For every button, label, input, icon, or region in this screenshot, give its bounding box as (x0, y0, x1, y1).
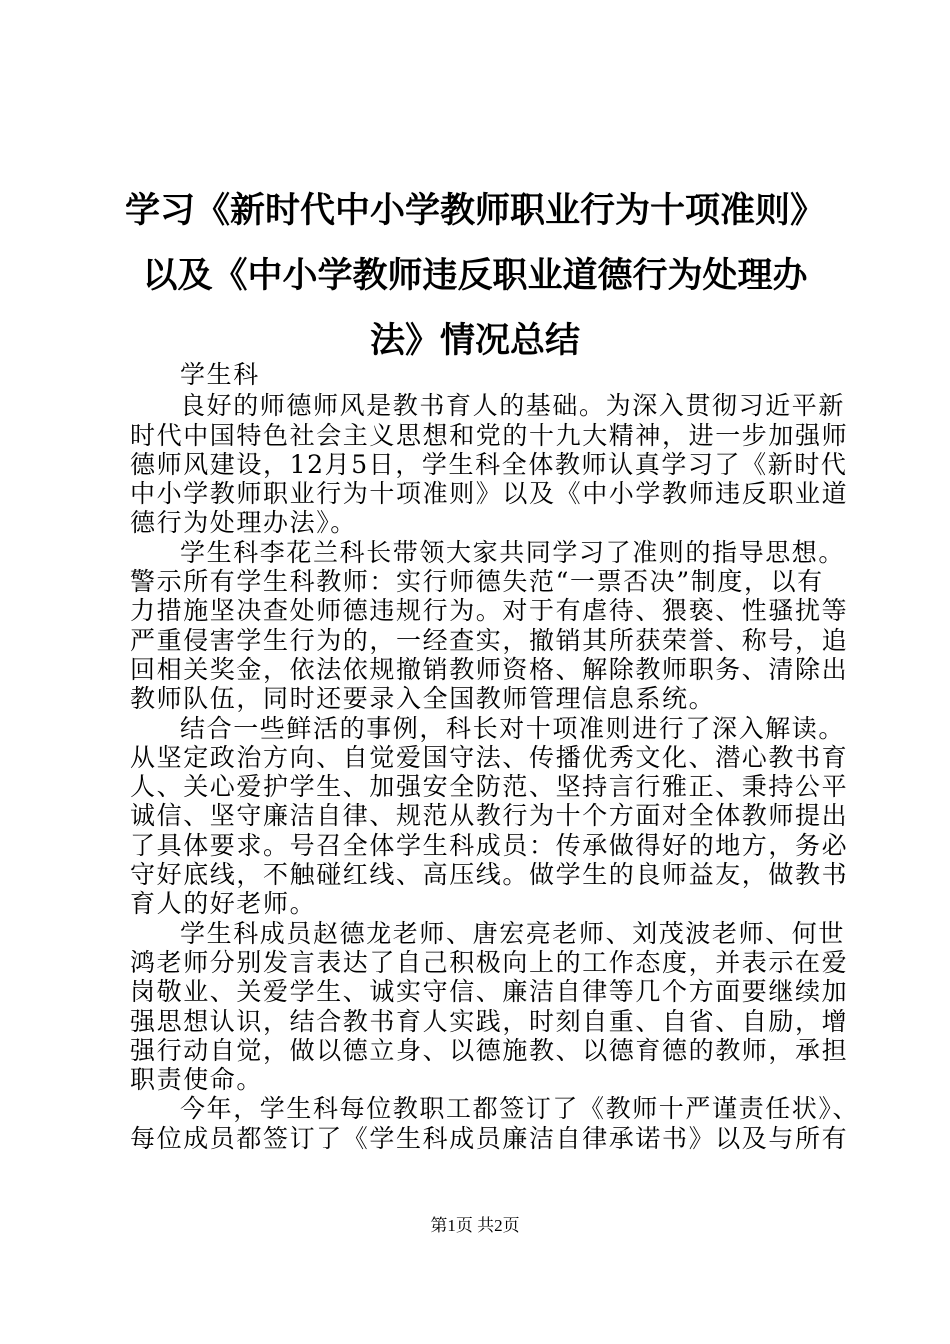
paragraph-4 (130, 918, 849, 1095)
paragraph-line: 严重侵害学生行为的，一经查实，撤销其所获荣誉、称号，追 (130, 625, 849, 655)
paragraph-line: 鸿老师分别发言表达了自己积极向上的工作态度，并表示在爱 (130, 947, 849, 977)
paragraph-line: 德行为处理办法》。 (130, 508, 357, 538)
paragraph-line: 强思想认识，结合教书育人实践，时刻自重、自省、自励，增 (130, 1006, 849, 1036)
paragraph-line: 守好底线，不触碰红线、高压线。做学生的良师益友，做教书 (130, 860, 849, 890)
paragraph-line: 回相关奖金，依法依规撤销教师资格、解除教师职务、清除出 (130, 654, 849, 684)
paragraph-2 (130, 537, 849, 714)
paragraph-5 (130, 1094, 860, 1153)
paragraph-line: 良好的师德师风是教书育人的基础。为深入贯彻习近平新 (180, 391, 846, 421)
paragraph-line: 教师队伍，同时还要录入全国教师管理信息系统。 (130, 684, 716, 714)
paragraph-line: 每位成员都签订了《学生科成员廉洁自律承诺书》以及与所有 (130, 1123, 849, 1153)
paragraph-line: 时代中国特色社会主义思想和党的十九大精神，进一步加强师 (130, 420, 849, 450)
author-department: 学生科 (180, 360, 260, 389)
title-line: 学习《新时代中小学教师职业行为十项准则》 (124, 190, 825, 231)
title-line: 以及《中小学教师违反职业道德行为处理办 (142, 255, 808, 296)
document-title (110, 178, 840, 373)
paragraph-line: 今年，学生科每位教职工都签订了《教师十严谨责任状》、 (180, 1094, 860, 1124)
paragraph-line: 警示所有学生科教师：实行师德失范“一票否决”制度，以有 (130, 567, 824, 597)
paragraph-line: 诚信、坚守廉洁自律、规范从教行为十个方面对全体教师提出 (130, 801, 849, 831)
paragraph-3 (130, 713, 849, 919)
paragraph-line: 德师风建设，12月5日，学生科全体教师认真学习了《新时代 (130, 449, 848, 479)
paragraph-line: 力措施坚决查处师德违规行为。对于有虐待、猥亵、性骚扰等 (130, 596, 849, 626)
paragraph-1 (130, 391, 849, 538)
paragraph-line: 中小学教师职业行为十项准则》以及《中小学教师违反职业道 (130, 479, 849, 509)
paragraph-line: 学生科成员赵德龙老师、唐宏亮老师、刘茂波老师、何世 (180, 918, 846, 948)
paragraph-line: 强行动自觉，做以德立身、以德施教、以德育德的教师，承担 (130, 1035, 849, 1065)
paragraph-line: 了具体要求。号召全体学生科成员：传承做得好的地方，务必 (130, 830, 849, 860)
paragraph-line: 人、关心爱护学生、加强安全防范、坚持言行雅正、秉持公平 (130, 772, 849, 802)
paragraph-line: 育人的好老师。 (130, 889, 317, 919)
paragraph-line: 岗敬业、关爱学生、诚实守信、廉洁自律等几个方面要继续加 (130, 977, 849, 1007)
paragraph-line: 学生科李花兰科长带领大家共同学习了准则的指导思想。 (180, 537, 846, 567)
paragraph-line: 结合一些鲜活的事例，科长对十项准则进行了深入解读。 (180, 713, 846, 743)
paragraph-line: 从坚定政治方向、自觉爱国守法、传播优秀文化、潜心教书育 (130, 742, 849, 772)
page-footer: 第1页 共2页 (430, 1216, 520, 1235)
paragraph-line: 职责使命。 (130, 1065, 264, 1095)
document-body (130, 360, 860, 1153)
title-line: 法》情况总结 (369, 320, 580, 361)
